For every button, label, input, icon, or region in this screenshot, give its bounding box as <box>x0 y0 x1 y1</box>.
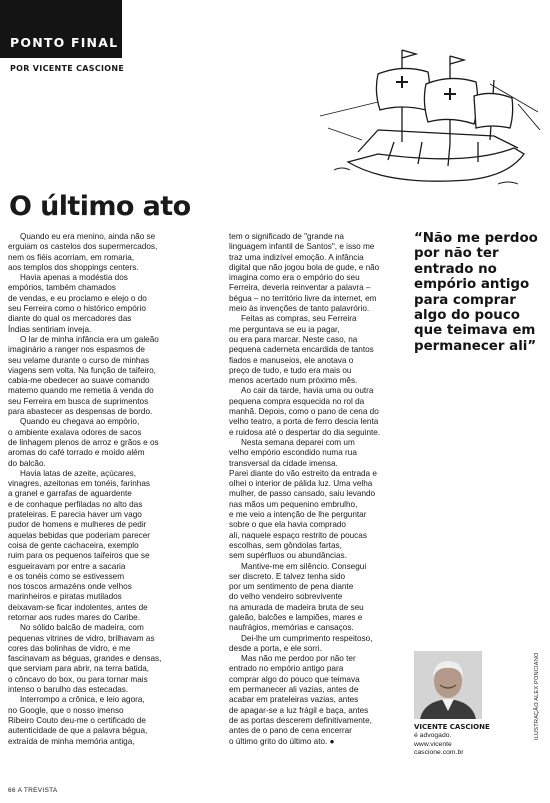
byline: POR VICENTE CASCIONE <box>10 64 125 73</box>
paragraph: Interrompo a crônica, e leio agora, no Google, que o nosso imenso Ribeiro Couto deu-me o certificado de autenticidade de que a palavra bégua, extraída de minha memória antiga, <box>8 695 148 746</box>
article-title: O último ato <box>9 191 191 222</box>
paragraph: Quando eu era menino, ainda não se erguiam os castelos dos supermercados, nem os fiéis acorriam, em romaria, aos templos dos shoppings centers. <box>8 232 158 272</box>
paragraph: No sólido balcão de madeira, com pequenas vitrines de vidro, brilhavam as cores das bolinhas de vidro, e me fascinavam as béguas, grandes e densas, que serviam para abrir, na terra batida, o côncavo do box, ou para tornar mais intenso o barulho das estecadas. <box>8 623 162 695</box>
pull-quote: “Não me perdoo por não ter entrado no empório antigo para comprar algo do pouco que teimava em permanecer ali” <box>414 231 538 354</box>
author-portrait-icon <box>414 651 482 719</box>
author-bio: é advogado. www.vicente cascione.com.br <box>414 732 464 756</box>
paragraph: Quando eu chegava ao empório, o ambiente exalava odores de sacos de linhagem plenos de arroz e grãos e os aromas do café torrado e moído além do balcão. <box>8 417 159 468</box>
paragraph: O lar de minha infância era um galeão imaginário a ranger nos espasmos de seu velame durante o curso de minhas viagens sem volta. Na função de taifeiro, cabia-me obedecer ao suave comando materno quando me remetia à venda do seu Ferreira em busca de suprimentos para abastecer as despensas de bordo. <box>8 334 159 417</box>
paragraph: Havia apenas a modéstia dos empórios, também chamados de vendas, e eu proclamo e elejo o do seu Ferreira como o histórico empório diante do qual os mercadores das Índias sentiriam inveja. <box>8 273 147 334</box>
paragraph: Mantive-me em silêncio. Consegui ser discreto. E talvez tenha sido por um sentimento de pena diante do velho vendeiro sobrevivente na amurada de madeira bruta de seu galeão, balcões e lampiões, mares e naufrágios, memórias e cansaços. <box>229 561 367 633</box>
page-folio: 66 A TREVISTA <box>8 787 58 794</box>
paragraph: Feitas as compras, seu Ferreira me perguntava se eu ia pagar, ou era para marcar. Neste caso, na pequena caderneta encardida de tantos fiados e manuseios, ele anotava o preço de tudo, e tudo era mais ou menos acertado num próximo mês. <box>229 314 374 386</box>
illustration-credit <box>534 652 542 750</box>
paragraph: tem o significado de "grande na linguagem infantil de Santos", e isso me traz uma indizível emoção. A infância digital que não jogou bola de gude, e não imagina como era o empório do seu Ferreira, deveria reinventar a palavra – bégua – no território livre da internet, em meio às invenções de tanto palavrório. <box>229 232 380 314</box>
galleon-illustration <box>318 44 542 194</box>
body-column-1 <box>8 232 216 747</box>
illustration-credit-text: ILUSTRAÇÃO ALEX PONCIANO <box>534 652 540 740</box>
section-tag <box>0 0 122 58</box>
body-column-2 <box>229 232 405 747</box>
author-name: VICENTE CASCIONE <box>414 723 490 731</box>
author-photo <box>414 651 482 719</box>
paragraph: Havia latas de azeite, açúcares, vinagres, azeitonas em tonéis, farinhas a granel e garrafas de aguardente e de conhaque perfiladas no alto das prateleiras. E parecia haver um vago pudor de homens e mulheres de pedir aquelas bebidas que poderiam parecer coisa de gente cachaceira, exemplo ruim para os pequenos taifeiros que se esgueiravam por entre a sacaria e os tonéis como se estivessem nos toscos armazéns onde velhos marinheiros e piratas mutilados deixavam-se ficar indolentes, antes de retornar aos rudes mares do Caribe. <box>8 468 151 622</box>
paragraph: Dei-lhe um cumprimento respeitoso, desde a porta, e ele sorri. <box>229 633 373 653</box>
paragraph: Mas não me perdoo por não ter entrado no empório antigo para comprar algo do pouco que teimava em permanecer ali vazias, antes de acabar em prateleiras vazias, antes de apagar-se a luz frágil e baça, antes de as portas descerem definitivamente, antes de o pano de cena encerrar o último grito do último ato. ● <box>229 654 372 746</box>
paragraph: Ao cair da tarde, havia uma ou outra pequena compra esquecida no rol da manhã. Depois, como o pano de cena do velho teatro, a porta de ferro descia lenta e ruidosa até o despertar do dia seguinte. <box>229 386 381 437</box>
section-label: PONTO FINAL <box>10 35 119 50</box>
paragraph: Nesta semana deparei com um velho empório escondido numa rua transversal da cidade imensa. Parei diante do vão estreito da entrada e olhei o interior de pálida luz. Uma velha mulher, de passo cansado, saiu levando nas mãos um pequenino embrulho, e me veio a intenção de lhe perguntar sobre o que ela havia comprado ali, naquele espaço restrito de poucas escolhas, sem gôndolas fartas, sem supérfluos ou abundâncias. <box>229 437 377 561</box>
